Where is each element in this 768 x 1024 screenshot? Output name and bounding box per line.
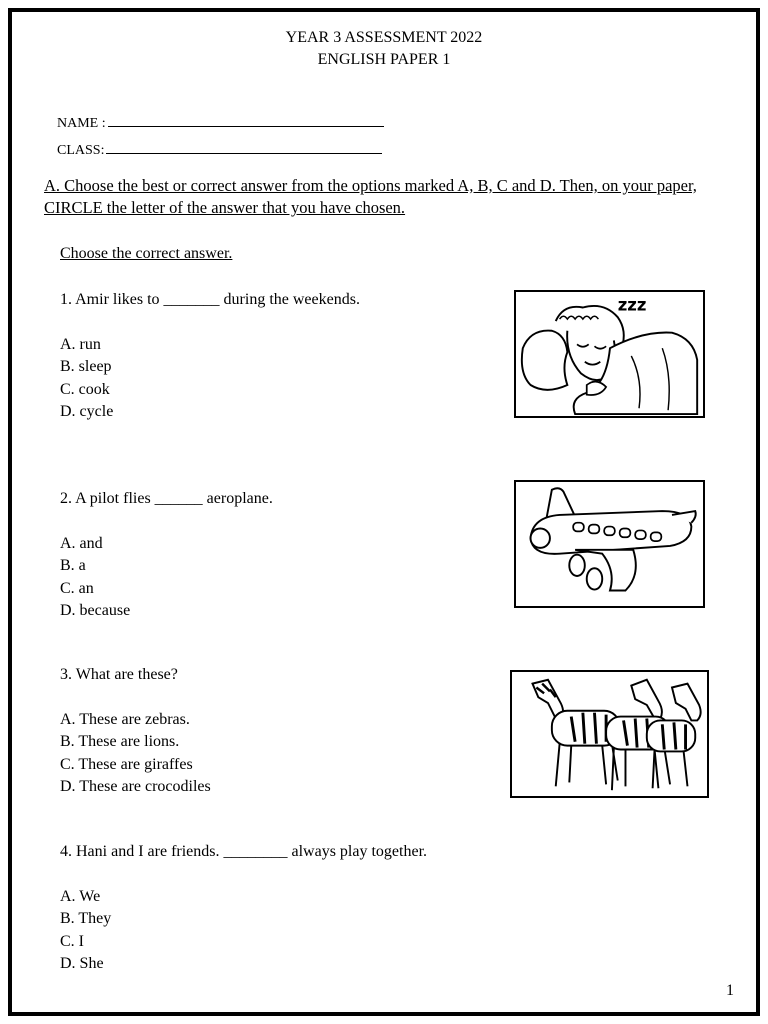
- question-1-option-d[interactable]: D. cycle: [60, 403, 114, 420]
- question-3-option-b[interactable]: B. These are lions.: [60, 733, 180, 750]
- question-2-option-d[interactable]: D. because: [60, 602, 131, 619]
- section-instruction: Choose the correct answer.: [60, 245, 233, 262]
- question-3-stem: 3. What are these?: [60, 666, 178, 683]
- question-1-option-c[interactable]: C. cook: [60, 380, 110, 398]
- question-1-stem: 1. Amir likes to _______ during the weekends.: [60, 291, 360, 308]
- class-label: CLASS:: [57, 143, 105, 158]
- page-number: 1: [726, 982, 734, 999]
- question-3-option-d[interactable]: D. These are crocodiles: [60, 778, 211, 795]
- question-2-option-b[interactable]: B. a: [60, 557, 86, 574]
- zebras-picture: [510, 670, 709, 798]
- question-4: [60, 841, 560, 976]
- sleeping-child-illustration: [516, 292, 703, 416]
- paper-title: [0, 27, 768, 71]
- question-2-option-a[interactable]: A. and: [60, 534, 103, 552]
- question-4-option-b[interactable]: B. They: [60, 910, 112, 927]
- question-4-option-d[interactable]: D. She: [60, 955, 104, 972]
- question-3-option-a[interactable]: A. These are zebras.: [60, 710, 190, 728]
- question-3: [60, 664, 360, 799]
- question-2-option-c[interactable]: C. an: [60, 579, 94, 597]
- section-a-heading: A. Choose the best or correct answer from the options marked A, B, C and D. Then, on your paper, CIRCLE the letter of the answer that you have chosen.: [44, 176, 697, 217]
- sleeping-child-picture: [514, 290, 705, 418]
- question-4-stem: 4. Hani and I are friends. ________ always play together.: [60, 843, 428, 860]
- question-1: [60, 289, 360, 424]
- name-label: NAME :: [57, 116, 106, 131]
- question-3-option-c[interactable]: C. These are giraffes: [60, 755, 193, 773]
- class-field: [50, 125, 382, 159]
- title-line-paper: ENGLISH PAPER 1: [317, 51, 451, 68]
- aeroplane-illustration: [516, 482, 703, 606]
- zebras-illustration: [512, 672, 707, 796]
- question-2-stem: 2. A pilot flies ______ aeroplane.: [60, 490, 273, 507]
- question-2: [60, 488, 380, 623]
- question-1-option-b[interactable]: B. sleep: [60, 358, 112, 375]
- question-1-option-a[interactable]: A. run: [60, 335, 101, 353]
- aeroplane-picture: [514, 480, 705, 608]
- snore-text: zzz: [617, 295, 647, 315]
- class-answer-line[interactable]: [106, 141, 382, 154]
- title-line-assessment: YEAR 3 ASSESSMENT 2022: [285, 29, 483, 46]
- question-4-option-a[interactable]: A. We: [60, 887, 101, 905]
- question-4-option-c[interactable]: C. I: [60, 932, 84, 950]
